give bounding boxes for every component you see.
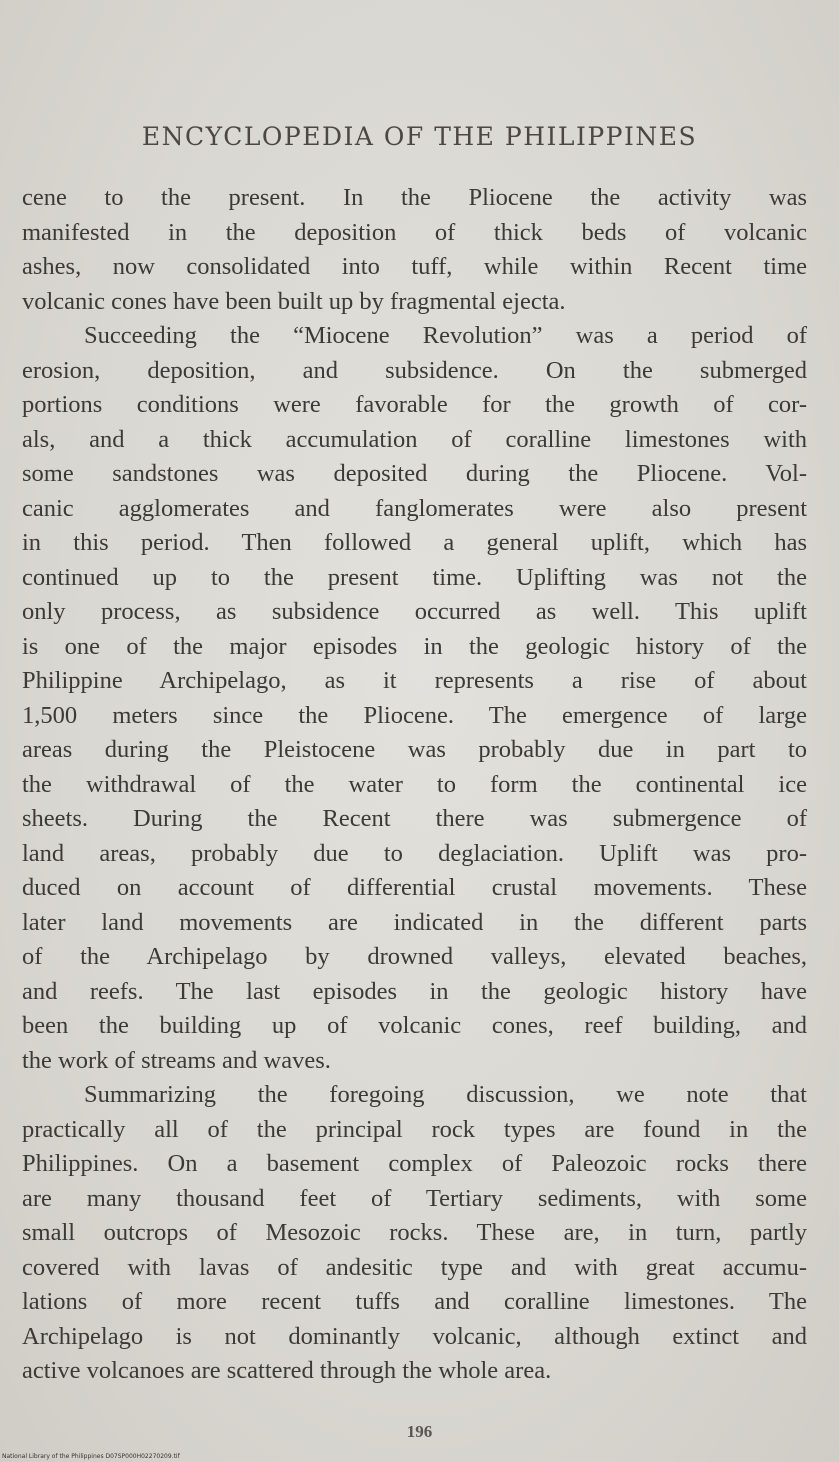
- text-line: only process, as subsidence occurred as well. This uplift: [22, 598, 807, 625]
- text-line: 1,500 meters since the Pliocene. The emergence of large: [22, 701, 807, 729]
- text-line: active volcanoes are scattered through the whole area.: [22, 1357, 552, 1384]
- paragraph-2: [22, 319, 807, 1078]
- text-line: duced on account of differential crustal movements. These: [22, 874, 807, 901]
- scan-credit: National Library of the Philippines D07SP000H02270209.tif: [2, 1453, 180, 1460]
- text-line: manifested in the deposition of thick beds of volcanic: [22, 218, 807, 246]
- text-line: volcanic cones have been built up by fragmental ejecta.: [22, 287, 566, 315]
- running-head: ENCYCLOPEDIA OF THE PHILIPPINES: [141, 122, 698, 151]
- text-line: erosion, deposition, and subsidence. On the submerged: [22, 356, 807, 384]
- text-line: portions conditions were favorable for the growth of cor-: [22, 391, 807, 418]
- text-line: Philippines. On a basement complex of Paleozoic rocks there: [22, 1150, 807, 1177]
- text-line: Summarizing the foregoing discussion, we note that: [84, 1081, 807, 1108]
- text-line: in this period. Then followed a general uplift, which has: [22, 529, 807, 556]
- page-number: 196: [406, 1422, 433, 1441]
- text-line: sheets. During the Recent there was submergence of: [22, 805, 807, 832]
- text-line: cene to the present. In the Pliocene the activity was: [22, 184, 807, 211]
- text-line: canic agglomerates and fanglomerates were also present: [22, 494, 807, 522]
- text-line: als, and a thick accumulation of coralline limestones with: [22, 425, 807, 453]
- text-line: are many thousand feet of Tertiary sediments, with some: [22, 1184, 807, 1212]
- text-line: land areas, probably due to deglaciation. Uplift was pro-: [22, 839, 807, 867]
- text-line: small outcrops of Mesozoic rocks. These are, in turn, partly: [22, 1219, 807, 1246]
- text-line: Philippine Archipelago, as it represents a rise of about: [22, 667, 807, 694]
- text-line: covered with lavas of andesitic type and with great accumu-: [22, 1253, 807, 1281]
- text-line: of the Archipelago by drowned valleys, elevated beaches,: [22, 943, 807, 970]
- text-line: been the building up of volcanic cones, reef building, and: [22, 1012, 807, 1039]
- body-text: [22, 181, 807, 1389]
- paragraph-1: [22, 181, 807, 319]
- text-line: Archipelago is not dominantly volcanic, although extinct and: [22, 1322, 807, 1350]
- text-line: practically all of the principal rock types are found in the: [22, 1115, 807, 1143]
- text-line: is one of the major episodes in the geologic history of the: [22, 632, 807, 660]
- text-line: some sandstones was deposited during the Pliocene. Vol-: [22, 460, 807, 487]
- text-line: and reefs. The last episodes in the geologic history have: [22, 977, 807, 1005]
- text-line: Succeeding the “Miocene Revolution” was a period of: [84, 322, 807, 349]
- text-line: areas during the Pleistocene was probably due in part to: [22, 736, 807, 763]
- text-line: the work of streams and waves.: [22, 1046, 331, 1074]
- text-line: ashes, now consolidated into tuff, while within Recent time: [22, 253, 807, 280]
- paragraph-3: [22, 1078, 807, 1389]
- text-line: lations of more recent tuffs and coralline limestones. The: [22, 1288, 807, 1315]
- text-line: later land movements are indicated in the different parts: [22, 908, 807, 936]
- text-line: continued up to the present time. Uplifting was not the: [22, 563, 807, 591]
- text-line: the withdrawal of the water to form the continental ice: [22, 770, 807, 798]
